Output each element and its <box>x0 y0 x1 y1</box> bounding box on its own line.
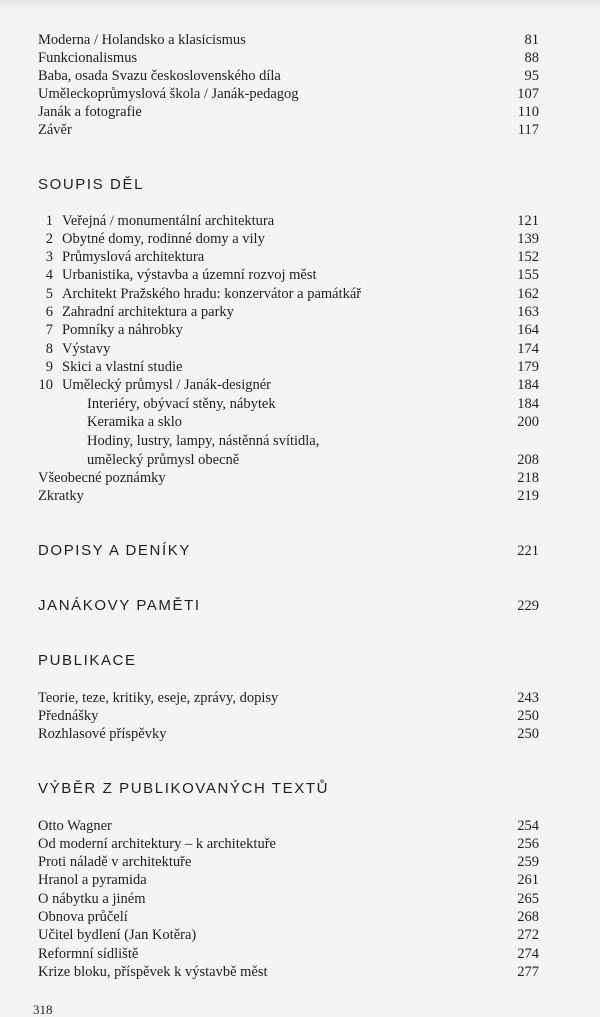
entry-title: Přednášky <box>38 708 99 724</box>
entry-number: 9 <box>45 359 53 375</box>
toc-entry <box>0 230 600 248</box>
entry-title: Moderna / Holandsko a klasicismus <box>38 32 246 48</box>
toc-entry <box>0 487 600 505</box>
toc-entry <box>0 212 600 230</box>
entry-page: 164 <box>517 322 539 338</box>
toc-entry <box>0 121 600 139</box>
entry-page: 218 <box>517 470 539 486</box>
entry-title: Otto Wagner <box>38 818 112 834</box>
toc-entry <box>0 103 600 121</box>
entry-title: Interiéry, obývací stěny, nábytek <box>87 396 276 412</box>
toc-entry <box>0 31 600 49</box>
toc-entry <box>0 945 600 963</box>
toc-entry <box>0 49 600 67</box>
entry-number: 6 <box>45 304 53 320</box>
entry-title: Obnova průčelí <box>38 909 128 925</box>
entry-page: 208 <box>517 452 539 468</box>
section-page: 229 <box>517 598 539 614</box>
entry-number: 7 <box>45 322 53 338</box>
entry-title: Krize bloku, příspěvek k výstavbě měst <box>38 964 268 980</box>
entry-number: 10 <box>38 377 53 393</box>
toc-entry <box>0 469 600 487</box>
entry-page: 200 <box>517 414 539 430</box>
page-number: 318 <box>33 1002 53 1017</box>
entry-page: 277 <box>517 964 539 980</box>
entry-title: Keramika a sklo <box>87 414 183 430</box>
entry-title: Závěr <box>38 122 72 138</box>
entry-page: 163 <box>517 304 539 320</box>
toc-entry <box>0 817 600 835</box>
entry-page: 110 <box>517 104 539 120</box>
toc-entry <box>0 926 600 944</box>
entry-title: Zahradní architektura a parky <box>62 304 234 320</box>
entry-page: 184 <box>517 396 539 412</box>
toc-entry <box>0 725 600 743</box>
toc-entry <box>0 340 600 358</box>
entry-page: 179 <box>517 359 539 375</box>
toc-entry <box>0 835 600 853</box>
entry-page: 254 <box>517 818 539 834</box>
entry-page: 272 <box>517 927 539 943</box>
entry-title: Obytné domy, rodinné domy a vily <box>62 231 265 247</box>
section-heading-vyber: VÝBĚR Z PUBLIKOVANÝCH TEXTŮ <box>38 780 330 797</box>
entry-title: Všeobecné poznámky <box>38 470 166 486</box>
entry-title: Hranol a pyramida <box>38 872 147 888</box>
toc-entry <box>0 85 600 103</box>
entry-title: Zkratky <box>38 488 84 504</box>
section-heading-dopisy: DOPISY A DENÍKY <box>38 542 191 559</box>
entry-page: 256 <box>517 836 539 852</box>
toc-entry <box>0 303 600 321</box>
entry-title: Rozhlasové příspěvky <box>38 726 167 742</box>
toc-entry <box>0 689 600 707</box>
entry-number: 4 <box>45 267 53 283</box>
entry-title: Veřejná / monumentální architektura <box>62 213 275 229</box>
entry-title: Průmyslová architektura <box>62 249 205 265</box>
entry-page: 261 <box>517 872 539 888</box>
entry-title: Umělecký průmysl / Janák-designér <box>62 377 271 393</box>
toc-entry <box>0 963 600 981</box>
entry-title: Uměleckoprůmyslová škola / Janák-pedagog <box>38 86 299 102</box>
entry-page: 88 <box>524 50 539 66</box>
entry-title: Hodiny, lustry, lampy, nástěnná svítidla, <box>87 433 320 449</box>
entry-page: 250 <box>517 708 539 724</box>
toc-subentry <box>0 451 600 469</box>
entry-title: Pomníky a náhrobky <box>62 322 183 338</box>
toc-subentry <box>0 432 600 450</box>
toc-entry <box>0 285 600 303</box>
entry-title: O nábytku a jiném <box>38 891 146 907</box>
entry-title: Architekt Pražského hradu: konzervátor a památkář <box>62 286 362 302</box>
entry-page: 162 <box>517 286 539 302</box>
entry-page: 107 <box>517 86 539 102</box>
entry-page: 117 <box>517 122 539 138</box>
entry-title: Proti náladě v architektuře <box>38 854 192 870</box>
toc-subentry <box>0 413 600 431</box>
section-heading-pameti: JANÁKOVY PAMĚTI <box>38 597 201 614</box>
entry-page: 95 <box>524 68 539 84</box>
section-heading-soupis: SOUPIS DĚL <box>38 176 145 193</box>
entry-title: Teorie, teze, kritiky, eseje, zprávy, dopisy <box>38 690 279 706</box>
entry-number: 8 <box>45 341 53 357</box>
toc-entry <box>0 321 600 339</box>
entry-title: Janák a fotografie <box>38 104 142 120</box>
entry-page: 243 <box>517 690 539 706</box>
entry-page: 259 <box>517 854 539 870</box>
entry-title: Funkcionalismus <box>38 50 138 66</box>
entry-page: 250 <box>517 726 539 742</box>
page-top-edge <box>0 0 600 10</box>
entry-number: 3 <box>45 249 53 265</box>
toc-subentry <box>0 395 600 413</box>
toc-entry <box>0 871 600 889</box>
entry-page: 268 <box>517 909 539 925</box>
entry-page: 121 <box>517 213 539 229</box>
entry-title: Učitel bydlení (Jan Kotěra) <box>38 927 197 943</box>
toc-entry <box>0 376 600 394</box>
toc-entry <box>0 266 600 284</box>
entry-page: 81 <box>524 32 539 48</box>
entry-title: Urbanistika, výstavba a územní rozvoj měst <box>62 267 317 283</box>
entry-number: 1 <box>45 213 53 229</box>
entry-title: Reformní sídliště <box>38 946 139 962</box>
toc-entry <box>0 248 600 266</box>
toc-entry <box>0 853 600 871</box>
toc-entry <box>0 67 600 85</box>
entry-page: 155 <box>517 267 539 283</box>
entry-page: 184 <box>517 377 539 393</box>
toc-entry <box>0 908 600 926</box>
section-page-row <box>0 597 600 615</box>
entry-page: 219 <box>517 488 539 504</box>
entry-page: 274 <box>517 946 539 962</box>
entry-page: 152 <box>517 249 539 265</box>
entry-page: 265 <box>517 891 539 907</box>
toc-entry <box>0 890 600 908</box>
entry-title: Baba, osada Svazu československého díla <box>38 68 281 84</box>
toc-entry <box>0 707 600 725</box>
section-heading-publikace: PUBLIKACE <box>38 652 137 669</box>
entry-title: Skici a vlastní studie <box>62 359 183 375</box>
entry-number: 2 <box>45 231 53 247</box>
entry-title: Výstavy <box>62 341 111 357</box>
entry-number: 5 <box>45 286 53 302</box>
entry-page: 139 <box>517 231 539 247</box>
section-page: 221 <box>517 543 539 559</box>
section-page-row <box>0 542 600 560</box>
entry-title: umělecký průmysl obecně <box>87 452 240 468</box>
entry-page: 174 <box>517 341 539 357</box>
toc-entry <box>0 358 600 376</box>
entry-title: Od moderní architektury – k architektuře <box>38 836 276 852</box>
